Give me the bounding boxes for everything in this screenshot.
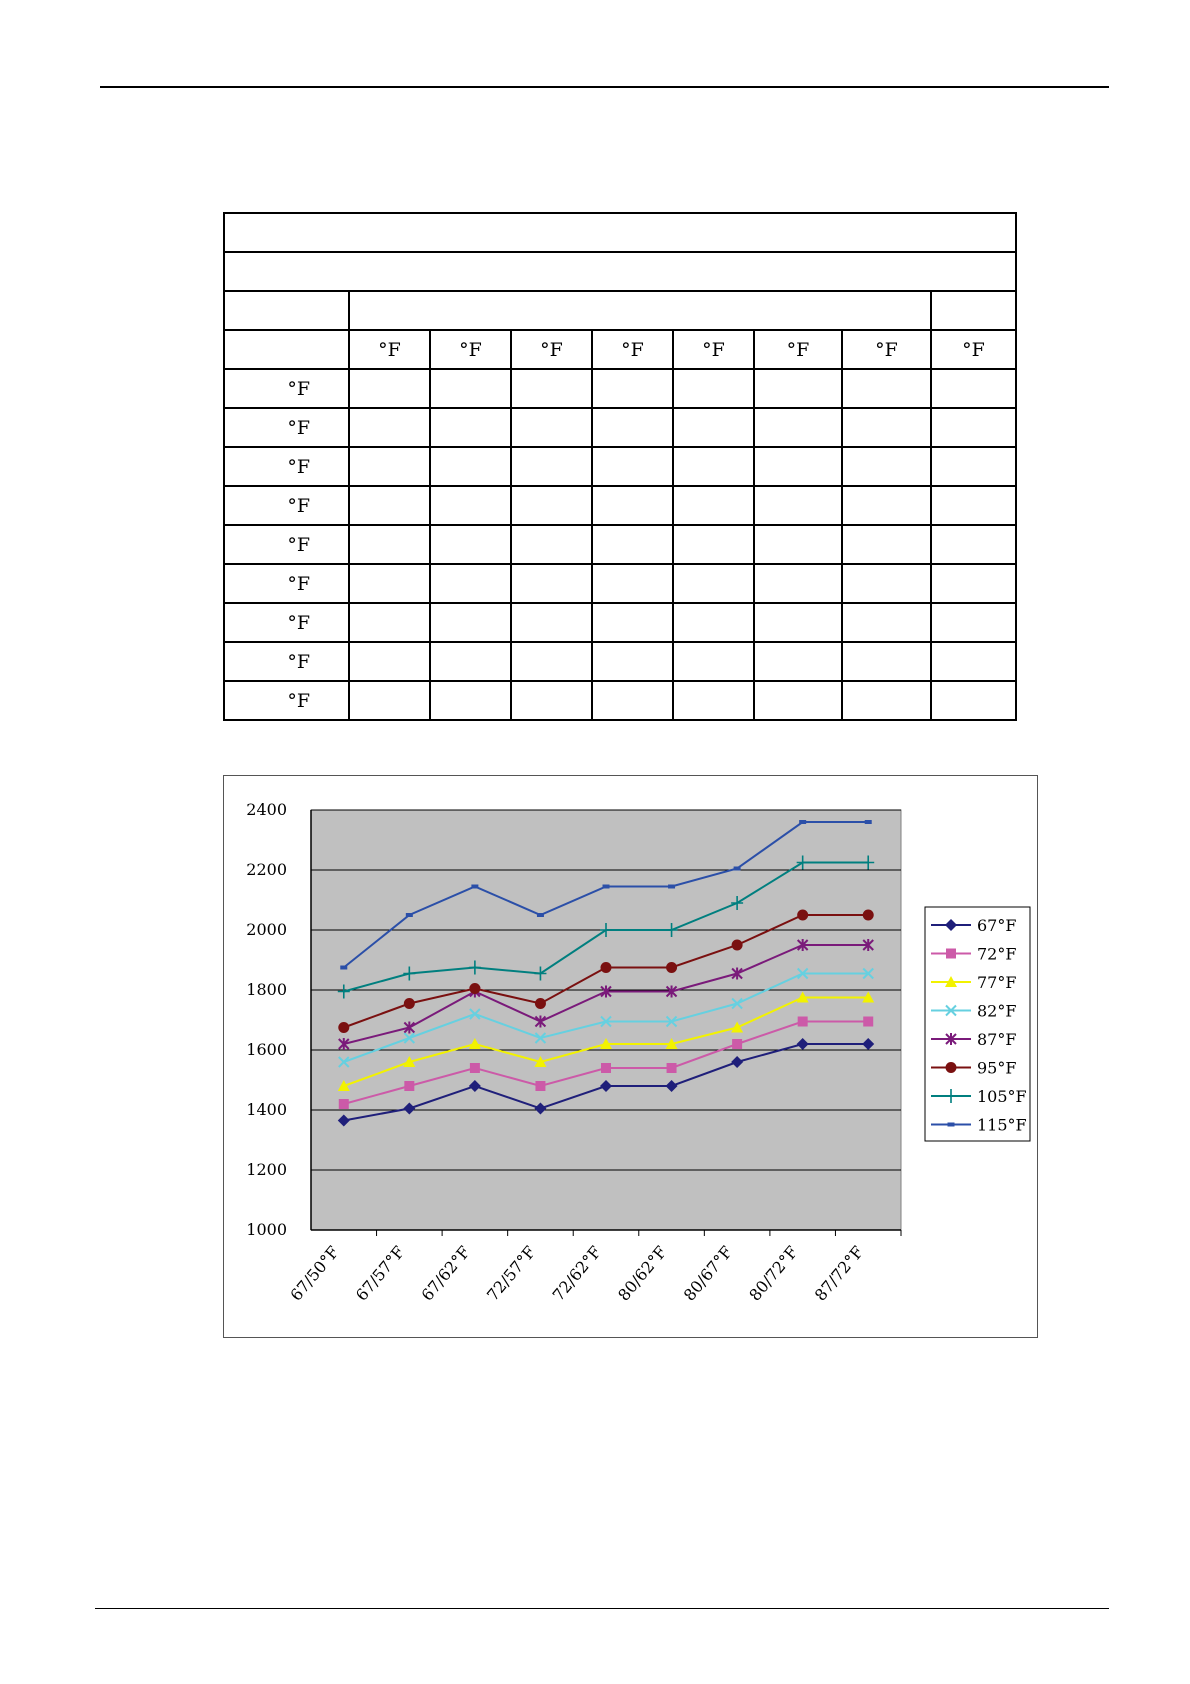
data-point [404, 998, 415, 1009]
table-group-header-last-cell [931, 291, 1016, 330]
table-cell [592, 603, 673, 642]
data-point [863, 910, 874, 921]
data-point [339, 1099, 349, 1109]
data-point [601, 1063, 611, 1073]
y-tick-label: 1200 [246, 1160, 287, 1179]
table-cell [754, 681, 842, 720]
data-point [667, 1063, 677, 1073]
x-tick-label: 72/57°F [483, 1242, 540, 1305]
y-tick-label: 1000 [246, 1220, 287, 1239]
table-cell [430, 369, 511, 408]
data-point [732, 940, 743, 951]
table-cell [673, 525, 754, 564]
data-point [469, 983, 480, 994]
table-cell [842, 486, 931, 525]
data-point [535, 998, 546, 1009]
table-cell [673, 681, 754, 720]
legend-label: 115°F [977, 1115, 1027, 1135]
table-header-cell: °F [511, 330, 592, 369]
table-cell [511, 486, 592, 525]
table-cell [673, 564, 754, 603]
data-table [223, 212, 1017, 721]
table-corner-cell [224, 291, 349, 330]
y-tick-label: 2000 [246, 920, 287, 939]
data-point [734, 867, 741, 871]
table-cell [754, 486, 842, 525]
table-cell [931, 486, 1016, 525]
data-point [603, 885, 610, 889]
table-header-cell: °F [754, 330, 842, 369]
table-cell [754, 369, 842, 408]
table-cell [430, 525, 511, 564]
table-header-row [224, 330, 1016, 369]
table-cell [592, 369, 673, 408]
table-row-label: °F [224, 369, 349, 408]
legend-marker [946, 1062, 957, 1073]
x-tick-label: 80/67°F [679, 1242, 737, 1305]
top-rule [100, 86, 1109, 88]
y-tick-label: 2400 [246, 800, 287, 819]
table-header-cell: °F [349, 330, 430, 369]
data-point [404, 1081, 414, 1091]
table-row-label: °F [224, 408, 349, 447]
table-cell [754, 408, 842, 447]
bottom-rule [95, 1608, 1109, 1609]
table-cell [842, 603, 931, 642]
table-cell [673, 369, 754, 408]
chart-frame [223, 775, 1038, 1338]
table-cell [592, 642, 673, 681]
table-cell [349, 681, 430, 720]
x-tick-label: 80/62°F [614, 1242, 671, 1305]
table-cell [511, 408, 592, 447]
table-cell [592, 525, 673, 564]
table-row-label: °F [224, 681, 349, 720]
table-cell [349, 564, 430, 603]
table-cell [511, 564, 592, 603]
table-cell [592, 681, 673, 720]
table-cell [430, 408, 511, 447]
table-cell [430, 486, 511, 525]
table-cell [842, 642, 931, 681]
x-tick-label: 67/57°F [351, 1242, 409, 1305]
table-cell [592, 447, 673, 486]
table-cell [842, 369, 931, 408]
table-cell [931, 603, 1016, 642]
table-cell [349, 369, 430, 408]
x-tick-label: 80/72°F [745, 1242, 802, 1305]
table-group-header-row [224, 291, 1016, 330]
table-cell [931, 681, 1016, 720]
data-point [732, 1039, 742, 1049]
table-cell [511, 642, 592, 681]
legend-marker [948, 1123, 955, 1127]
table-subtitle-row [224, 252, 1016, 291]
table-cell [349, 642, 430, 681]
table-cell [511, 369, 592, 408]
table-cell [842, 525, 931, 564]
line-chart [224, 776, 1037, 1337]
table-row-label: °F [224, 447, 349, 486]
table-header-cell: °F [842, 330, 931, 369]
table-row-label: °F [224, 525, 349, 564]
table-group-header-cell [349, 291, 931, 330]
x-tick-label: 67/50°F [286, 1242, 343, 1305]
table-cell [931, 408, 1016, 447]
table-title-cell [224, 213, 1016, 252]
legend-label: 77°F [977, 973, 1017, 992]
table-row-label: °F [224, 564, 349, 603]
data-point [797, 910, 808, 921]
table-cell [592, 564, 673, 603]
table-cell [931, 564, 1016, 603]
table-cell [349, 408, 430, 447]
table-cell [511, 681, 592, 720]
table-cell [349, 603, 430, 642]
legend-label: 95°F [977, 1058, 1017, 1078]
table-header-corner [224, 330, 349, 369]
data-point [338, 1022, 349, 1033]
data-point [668, 885, 675, 889]
table-cell [511, 525, 592, 564]
table-row [224, 642, 1016, 681]
table-cell [931, 447, 1016, 486]
data-point [799, 820, 806, 824]
table-row [224, 564, 1016, 603]
plot-area [311, 810, 901, 1230]
table-body [224, 369, 1016, 720]
table-cell [430, 447, 511, 486]
data-point [865, 820, 872, 824]
table-row-label: °F [224, 642, 349, 681]
y-tick-label: 1800 [246, 980, 287, 999]
table-row [224, 486, 1016, 525]
data-point [863, 1017, 873, 1027]
table-cell [754, 447, 842, 486]
table-cell [673, 642, 754, 681]
data-point [666, 962, 677, 973]
table-cell [673, 486, 754, 525]
table-cell [673, 447, 754, 486]
table-cell [842, 447, 931, 486]
table-cell [430, 603, 511, 642]
data-point [340, 966, 347, 970]
x-tick-label: 72/62°F [548, 1242, 606, 1305]
table-row [224, 525, 1016, 564]
table-header-cell: °F [931, 330, 1016, 369]
table-cell [842, 681, 931, 720]
legend-marker [946, 949, 956, 959]
legend-label: 82°F [977, 1001, 1017, 1021]
table-row-label: °F [224, 486, 349, 525]
legend-label: 72°F [977, 944, 1017, 964]
table-cell [673, 603, 754, 642]
table-header-cell: °F [430, 330, 511, 369]
x-tick-label: 87/72°F [810, 1242, 868, 1305]
table-cell [673, 408, 754, 447]
data-point [537, 913, 544, 917]
table-row [224, 369, 1016, 408]
table-header-cell: °F [673, 330, 754, 369]
table-row [224, 408, 1016, 447]
table-cell [754, 525, 842, 564]
table-cell [842, 564, 931, 603]
data-point [470, 1063, 480, 1073]
legend-label: 105°F [977, 1087, 1027, 1106]
table-row [224, 681, 1016, 720]
table-cell [349, 486, 430, 525]
data-point [601, 962, 612, 973]
legend-label: 87°F [977, 1030, 1017, 1049]
table-cell [349, 447, 430, 486]
table-cell [842, 408, 931, 447]
table-cell [754, 564, 842, 603]
y-tick-label: 1400 [246, 1100, 287, 1119]
table-header-cell: °F [592, 330, 673, 369]
table-cell [754, 603, 842, 642]
legend-label: 67°F [977, 916, 1017, 935]
y-tick-label: 2200 [246, 860, 287, 879]
table-row [224, 603, 1016, 642]
table-row-label: °F [224, 603, 349, 642]
table-cell [511, 447, 592, 486]
table-cell [592, 408, 673, 447]
x-tick-label: 67/62°F [417, 1242, 474, 1305]
table-cell [430, 681, 511, 720]
table-cell [430, 642, 511, 681]
data-point [406, 913, 413, 917]
table-cell [931, 642, 1016, 681]
table-cell [511, 603, 592, 642]
data-point [535, 1081, 545, 1091]
table-cell [931, 369, 1016, 408]
data-point [471, 885, 478, 889]
data-point [798, 1017, 808, 1027]
table-cell [931, 525, 1016, 564]
table-cell [430, 564, 511, 603]
table-cell [349, 525, 430, 564]
table-title-row [224, 213, 1016, 252]
table-row [224, 447, 1016, 486]
y-tick-label: 1600 [246, 1040, 287, 1059]
table-cell [592, 486, 673, 525]
table-cell [754, 642, 842, 681]
table-subtitle-cell [224, 252, 1016, 291]
